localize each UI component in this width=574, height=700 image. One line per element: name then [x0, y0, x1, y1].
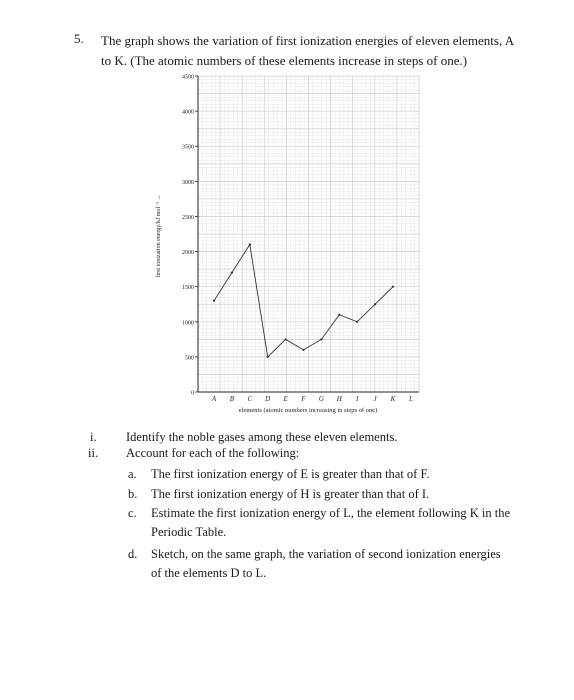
- part-d-label: d.: [128, 547, 138, 561]
- x-tick-label: C: [247, 395, 253, 403]
- part-ii-text: Account for each of the following:: [126, 446, 300, 460]
- y-tick-label: 1000: [182, 320, 194, 327]
- y-tick-label: 4500: [182, 74, 194, 81]
- y-tick-label: 2000: [182, 250, 194, 257]
- x-tick-labels: [211, 395, 413, 403]
- x-tick-label: D: [265, 395, 271, 403]
- part-d-text: Sketch, on the same graph, the variation of second ionization energies of the elements D to L.: [151, 547, 501, 580]
- part-a-label: a.: [128, 467, 137, 481]
- data-point: [231, 272, 233, 274]
- y-axis-label: first ionization energy/kJ mol⁻¹ →: [156, 194, 162, 278]
- data-point: [320, 338, 322, 340]
- data-point: [374, 303, 376, 305]
- x-tick-label: K: [390, 395, 396, 403]
- x-tick-label: B: [229, 395, 235, 403]
- x-tick-label: F: [301, 395, 306, 403]
- data-point: [249, 243, 251, 245]
- x-tick-label: E: [283, 395, 288, 403]
- x-tick-label: I: [356, 395, 359, 403]
- y-tick-label: 0: [191, 390, 194, 397]
- y-tick-label: 3500: [182, 144, 194, 151]
- x-tick-label: H: [336, 395, 342, 403]
- part-i-text: Identify the noble gases among these eleven elements.: [126, 430, 398, 444]
- y-tick-label: 2500: [182, 214, 194, 221]
- part-i-number: i.: [90, 430, 97, 444]
- part-b-text: The first ionization energy of H is greater than that of I.: [151, 487, 430, 501]
- data-point: [213, 300, 215, 302]
- part-b-label: b.: [128, 487, 138, 501]
- y-tick-label: 4000: [182, 109, 194, 116]
- data-point: [285, 338, 287, 340]
- data-point: [356, 321, 358, 323]
- chart-grid: [198, 76, 419, 392]
- part-a-text: The first ionization energy of E is greater than that of F.: [151, 467, 430, 481]
- y-tick-label: 1500: [182, 285, 194, 292]
- data-point: [302, 349, 304, 351]
- x-axis-label: elements (atomic numbers increasing in steps of one): [238, 407, 378, 414]
- part-c-text: Estimate the first ionization energy of L, the element following K in the Periodic Table.: [151, 506, 511, 539]
- question-number: 5.: [74, 31, 84, 46]
- x-tick-label: G: [318, 395, 324, 403]
- x-tick-label: A: [211, 395, 217, 403]
- question-text: The graph shows the variation of first ionization energies of eleven elements, A to K. (The atomic numbers of these elements increase in steps of one.): [101, 33, 514, 68]
- part-c-label: c.: [128, 506, 137, 520]
- data-point: [392, 286, 394, 288]
- x-tick-label: L: [408, 395, 413, 403]
- y-tick-labels: [182, 75, 198, 397]
- part-ii-number: ii.: [88, 446, 99, 460]
- y-tick-label: 500: [185, 355, 194, 362]
- y-tick-label: 3000: [182, 179, 194, 186]
- data-point: [338, 314, 340, 316]
- x-tick-label: J: [373, 395, 377, 403]
- data-point: [267, 356, 269, 358]
